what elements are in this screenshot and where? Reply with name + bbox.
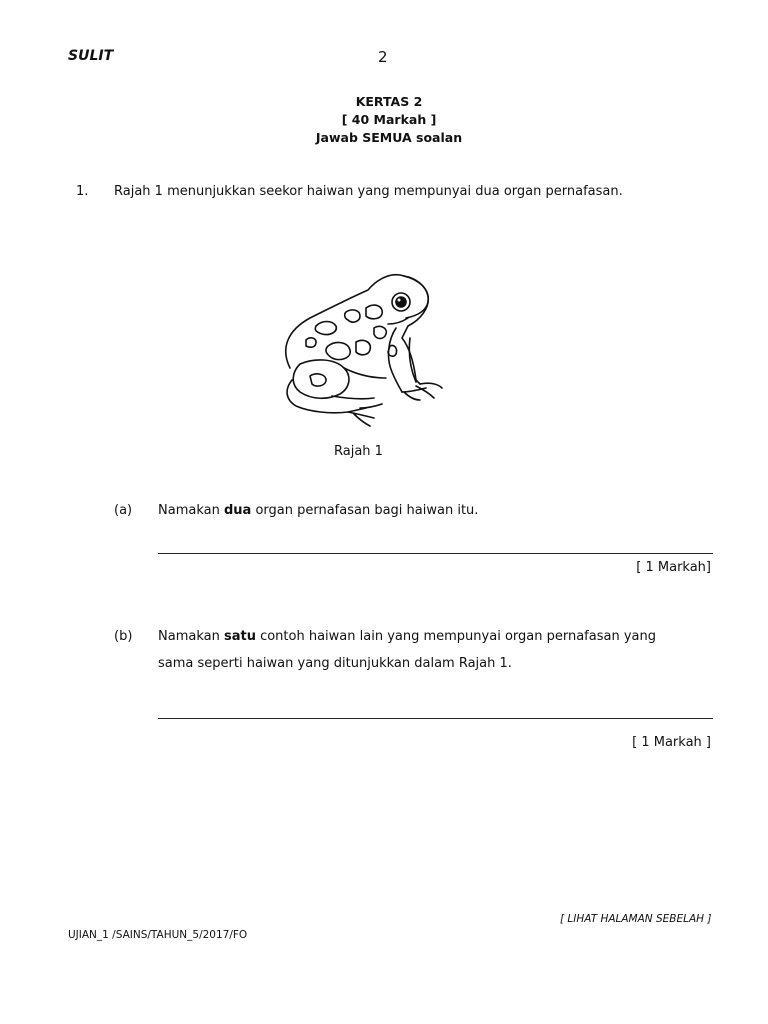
subquestion-a-label: (a) <box>114 503 133 518</box>
marks-a: [ 1 Markah] <box>636 560 711 575</box>
subquestion-a-text: Namakan dua organ pernafasan bagi haiwan itu. <box>158 503 479 518</box>
answer-line-a[interactable] <box>158 553 713 554</box>
figure-caption: Rajah 1 <box>334 444 383 459</box>
total-marks: [ 40 Markah ] <box>341 112 437 127</box>
subquestion-b-label: (b) <box>114 629 133 644</box>
exam-code: UJIAN_1 /SAINS/TAHUN_5/2017/FO <box>68 929 248 941</box>
question-text: Rajah 1 menunjukkan seekor haiwan yang mempunyai dua organ pernafasan. <box>114 184 623 199</box>
subquestion-b-text-line2: sama seperti haiwan yang ditunjukkan dalam Rajah 1. <box>158 656 512 671</box>
sulit-label: SULIT <box>68 48 114 64</box>
turn-page-note: [ LIHAT HALAMAN SEBELAH ] <box>560 913 712 925</box>
frog-illustration <box>270 268 450 428</box>
marks-b: [ 1 Markah ] <box>632 735 711 750</box>
subquestion-b-text: Namakan satu contoh haiwan lain yang mempunyai organ pernafasan yang <box>158 629 656 644</box>
emphasis-dua: dua <box>223 503 252 518</box>
emphasis-satu: satu <box>223 629 256 644</box>
instruction: Jawab SEMUA soalan <box>315 130 463 145</box>
page-number: 2 <box>378 48 388 66</box>
paper-title: KERTAS 2 <box>355 94 423 109</box>
answer-line-b[interactable] <box>158 718 713 719</box>
question-number: 1. <box>76 184 89 199</box>
